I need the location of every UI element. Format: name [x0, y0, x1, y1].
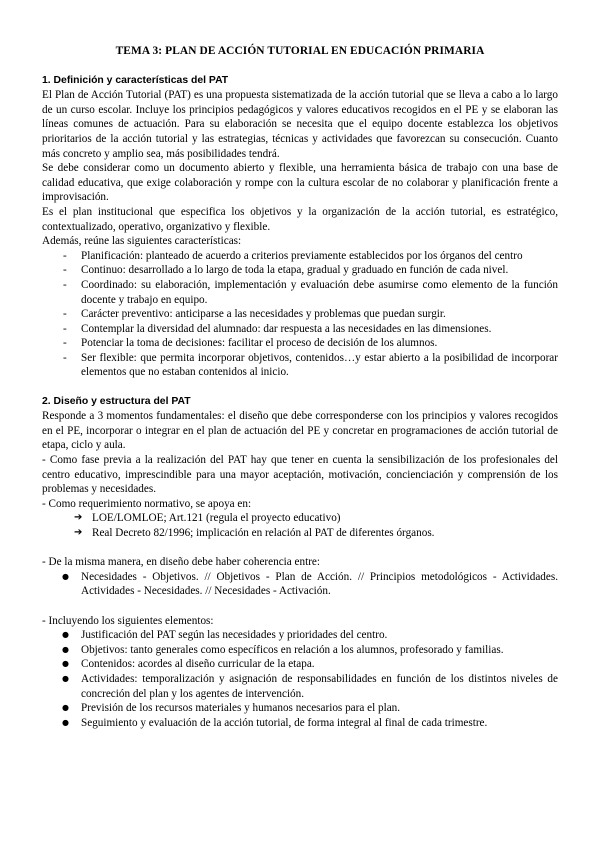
list-item: ● Seguimiento y evaluación de la acción tutorial, de forma integral al final de cada trimestre. — [42, 716, 558, 731]
list-item: - Continuo: desarrollado a lo largo de toda la etapa, gradual y graduado en función de cada nivel. — [42, 263, 558, 278]
list-item: ➔ Real Decreto 82/1996; implicación en relación al PAT de diferentes órganos. — [42, 526, 558, 541]
paragraph: Responde a 3 momentos fundamentales: el diseño que debe corresponderse con los principios y valores recogidos en el PE, incorporar o integrar en el plan de actuación del PE y concretar en programaciones de acción tutorial de etapa, ciclo y aula. — [42, 410, 558, 452]
norm-list — [42, 511, 558, 540]
section-design — [42, 395, 558, 731]
paragraph: El Plan de Acción Tutorial (PAT) es una propuesta sistematizada de la acción tutorial que se lleva a cabo a lo largo de un curso escolar. Incluye los principios pedagógicos y valores educativos recogidos en el PE y se elaboran las líneas comunes de actuación. Para su elaboración se necesita que el equipo docente establezca los objetivos prioritarios de la acción tutorial y las estrategias, técnicas y actividades que favorezcan su consecución. Cuanto más concreto y amplio sea, más posibilidades tendrá. — [42, 89, 558, 160]
paragraph: - Incluyendo los siguientes elementos: — [42, 614, 214, 627]
list-item: ● Objetivos: tanto generales como específicos en relación a los alumnos, profesorado y familias. — [42, 643, 558, 658]
list-item: - Carácter preventivo: anticiparse a las necesidades y problemas que puedan surgir. — [42, 307, 558, 322]
section-heading: 1. Definición y características del PAT — [42, 74, 229, 86]
paragraph: Además, reúne las siguientes características: — [42, 235, 242, 248]
list-item: - Coordinado: su elaboración, implementación y evaluación debe asumirse como elemento de la función docente y trabajo en equipo. — [42, 278, 558, 307]
list-item: ● Actividades: temporalización y asignación de responsabilidades en función de los distintos niveles de concreción del plan y los agentes de intervención. — [42, 672, 558, 701]
section-definition — [42, 74, 558, 380]
characteristics-list — [42, 249, 558, 380]
paragraph: - De la misma manera, en diseño debe haber coherencia entre: — [42, 556, 320, 569]
list-item: ● Contenidos: acordes al diseño curricular de la etapa. — [42, 657, 558, 672]
list-item: ● Previsión de los recursos materiales y humanos necesarios para el plan. — [42, 701, 558, 716]
paragraph: - Como fase previa a la realización del PAT hay que tener en cuenta la sensibilización de los profesionales del centro educativo, imprescindible para una mayor aceptación, motivación, concienciación y comprensión de los problemas y necesidades. — [42, 454, 558, 496]
section-heading: 2. Diseño y estructura del PAT — [42, 395, 191, 407]
list-item: - Potenciar la toma de decisiones: facilitar el proceso de decisión de los alumnos. — [42, 336, 558, 351]
list-item: - Ser flexible: que permita incorporar objetivos, contenidos…y estar abierto a la posibilidad de incorporar elementos que no estaban contenidos al inicio. — [42, 351, 558, 380]
document-title: TEMA 3: PLAN DE ACCIÓN TUTORIAL EN EDUCACIÓN PRIMARIA — [115, 45, 485, 57]
paragraph: Se debe considerar como un documento abierto y flexible, una herramienta básica de trabajo con una base de calidad educativa, que exige colaboración y rompe con la cultura escolar de no colaborar y planificación frente a improvisación. — [42, 162, 558, 204]
list-item: ➔ LOE/LOMLOE; Art.121 (regula el proyecto educativo) — [42, 511, 558, 526]
paragraph: Es el plan institucional que especifica los objetivos y la organización de la acción tutorial, es estratégico, contextualizado, operativo, organizativo y flexible. — [42, 205, 558, 233]
list-item: ● Justificación del PAT según las necesidades y prioridades del centro. — [42, 628, 558, 643]
list-item: ● Necesidades - Objetivos. // Objetivos - Plan de Acción. // Principios metodológicos - Actividades. Actividades - Necesidades. // Necesidades - Activación. — [42, 570, 558, 599]
elements-list — [42, 628, 558, 730]
paragraph: - Como requerimiento normativo, se apoya en: — [42, 497, 252, 510]
coherence-list — [42, 570, 558, 599]
list-item: - Planificación: planteado de acuerdo a criterios previamente establecidos por los órganos del centro — [42, 249, 558, 264]
list-item: - Contemplar la diversidad del alumnado: dar respuesta a las necesidades en las dimensiones. — [42, 322, 558, 337]
